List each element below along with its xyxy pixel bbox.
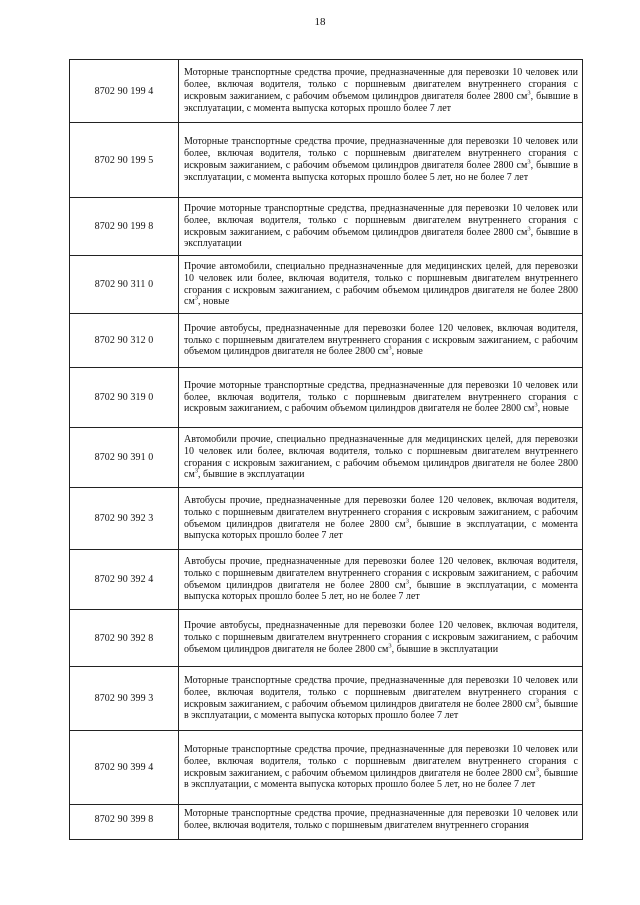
description-text: Прочие автомобили, специально предназначенные для медицинских целей, для перевозки 10 человек или более, включая водителя, только с поршневым двигателем внутреннего сгорания с искровым зажиганием, с рабочим объемом цилиндров двигателя не более 2800 см bbox=[184, 260, 578, 308]
description-text: Прочие автобусы, предназначенные для перевозки более 120 человек, включая водителя, только с поршневым двигателем внутреннего сгорания с искровым зажиганием, с рабочим объемом цилиндров двигателя не более 2800 см bbox=[184, 620, 578, 655]
description-text: , бывшие в эксплуатации, с момента выпуска которых прошло более 5 лет, но не более 7 лет bbox=[184, 767, 578, 791]
table-row bbox=[70, 488, 583, 550]
product-description bbox=[179, 60, 583, 123]
unit-superscript: 3 bbox=[527, 225, 531, 233]
table-row bbox=[70, 60, 583, 123]
description-text: , бывшие в эксплуатации, с момента выпуска которых прошло более 7 лет bbox=[184, 91, 578, 114]
unit-superscript: 3 bbox=[388, 642, 392, 650]
product-description bbox=[179, 256, 583, 314]
unit-superscript: 3 bbox=[527, 158, 531, 166]
product-description bbox=[179, 731, 583, 805]
unit-superscript: 3 bbox=[194, 467, 199, 475]
description-text: , бывшие в эксплуатации bbox=[198, 469, 305, 481]
tariff-code: 8702 90 311 0 bbox=[70, 256, 179, 314]
description-text: , новые bbox=[198, 296, 230, 308]
table-row bbox=[70, 198, 583, 256]
description-text: Автобусы прочие, предназначенные для перевозки более 120 человек, включая водителя, только с поршневым двигателем внутреннего сгорания с искровым зажиганием, с рабочим объемом цилиндров двигателя не более 2800 см bbox=[184, 555, 578, 591]
description-text: , бывшие в эксплуатации bbox=[391, 643, 499, 655]
tariff-code: 8702 90 199 4 bbox=[70, 60, 179, 123]
unit-superscript: 3 bbox=[534, 402, 538, 410]
product-description bbox=[179, 428, 583, 488]
unit-superscript: 3 bbox=[388, 345, 392, 353]
tariff-code: 8702 90 392 4 bbox=[70, 550, 179, 610]
description-text: Прочие автобусы, предназначенные для перевозки более 120 человек, включая водителя, только с поршневым двигателем внутреннего сгорания с искровым зажиганием, с рабочим объемом цилиндров двигателя не более 2800 см bbox=[184, 322, 578, 358]
description-text: Моторные транспортные средства прочие, предназначенные для перевозки 10 человек или более, включая водителя, только с поршневым двигателем внутреннего сгорания с искровым зажиганием, с рабочим объемом цилиндров двигателя более 2800 см bbox=[184, 136, 578, 171]
product-description bbox=[179, 610, 583, 667]
table-row bbox=[70, 428, 583, 488]
description-text: , новые bbox=[537, 403, 569, 415]
tariff-code: 8702 90 312 0 bbox=[70, 314, 179, 368]
table-row bbox=[70, 610, 583, 667]
tariff-code: 8702 90 199 8 bbox=[70, 198, 179, 256]
table-row bbox=[70, 256, 583, 314]
tariff-code: 8702 90 392 8 bbox=[70, 610, 179, 667]
table-row bbox=[70, 550, 583, 610]
table-row bbox=[70, 731, 583, 805]
table-row bbox=[70, 805, 583, 840]
description-text: Автобусы прочие, предназначенные для перевозки более 120 человек, включая водителя, только с поршневым двигателем внутреннего сгорания с искровым зажиганием, с рабочим объемом цилиндров двигателя не более 2800 см bbox=[184, 494, 578, 530]
product-description bbox=[179, 368, 583, 428]
description-text: Моторные транспортные средства прочие, предназначенные для перевозки 10 человек или более, включая водителя, только с поршневым двигателем внутреннего сгорания с искровым зажиганием, с рабочим объемом цилиндров двигателя более 2800 см bbox=[184, 67, 578, 102]
product-description bbox=[179, 667, 583, 731]
description-text: , бывшие в эксплуатации, с момента выпуска которых прошло более 7 лет bbox=[184, 698, 578, 722]
description-text: Прочие моторные транспортные средства, предназначенные для перевозки 10 человек или более, включая водителя, только с поршневым двигателем внутреннего сгорания с искровым зажиганием, с рабочим объемом цилиндров двигателя более 2800 см bbox=[184, 202, 578, 238]
unit-superscript: 3 bbox=[535, 697, 539, 705]
unit-superscript: 3 bbox=[405, 578, 409, 586]
unit-superscript: 3 bbox=[194, 294, 199, 302]
product-description bbox=[179, 805, 583, 840]
description-text: Автомобили прочие, специально предназначенные для медицинских целей, для перевозки 10 человек или более, включая водителя, только с поршневым двигателем внутреннего сгорания с искровым зажиганием, с рабочим объемом цилиндров двигателя не более 2800 см bbox=[184, 433, 578, 481]
tariff-code: 8702 90 399 4 bbox=[70, 731, 179, 805]
product-description bbox=[179, 314, 583, 368]
table-row bbox=[70, 123, 583, 198]
description-text: , бывшие в эксплуатации bbox=[184, 226, 578, 250]
unit-superscript: 3 bbox=[527, 89, 531, 97]
tariff-code: 8702 90 319 0 bbox=[70, 368, 179, 428]
unit-superscript: 3 bbox=[535, 766, 539, 774]
product-description bbox=[179, 550, 583, 610]
product-description bbox=[179, 488, 583, 550]
table-body bbox=[70, 60, 583, 840]
tariff-code-table bbox=[69, 59, 583, 840]
table-row bbox=[70, 667, 583, 731]
unit-superscript: 3 bbox=[405, 517, 409, 525]
page-number: 18 bbox=[314, 16, 326, 28]
table-row bbox=[70, 314, 583, 368]
tariff-code: 8702 90 391 0 bbox=[70, 428, 179, 488]
product-description bbox=[179, 123, 583, 198]
table-row bbox=[70, 368, 583, 428]
tariff-code: 8702 90 199 5 bbox=[70, 123, 179, 198]
tariff-code: 8702 90 399 3 bbox=[70, 667, 179, 731]
description-text: , бывшие в эксплуатации, с момента выпуска которых прошло более 7 лет bbox=[184, 518, 578, 542]
description-text: Прочие моторные транспортные средства, предназначенные для перевозки 10 человек или более, включая водителя, только с поршневым двигателем внутреннего сгорания с искровым зажиганием, с рабочим объемом цилиндров двигателя не более 2800 см bbox=[184, 379, 578, 415]
tariff-code: 8702 90 392 3 bbox=[70, 488, 179, 550]
description-text: Моторные транспортные средства прочие, предназначенные для перевозки 10 человек или более, включая водителя, только с поршневым двигателем внутреннего сгорания с искровым зажиганием, с рабочим объемом цилиндров двигателя не более 2800 см bbox=[184, 743, 578, 779]
description-text: , бывшие в эксплуатации, с момента выпуска которых прошло более 5 лет, но не более 7 лет bbox=[184, 160, 578, 183]
description-text: Моторные транспортные средства прочие, предназначенные для перевозки 10 человек или более, включая водителя, только с поршневым двигателем внутреннего сгорания с искровым зажиганием, с рабочим объемом цилиндров двигателя не более 2800 см bbox=[184, 674, 578, 710]
description-text: , бывшие в эксплуатации, с момента выпуска которых прошло более 5 лет, но не более 7 лет bbox=[184, 579, 578, 603]
description-text: , новые bbox=[391, 346, 423, 358]
tariff-code: 8702 90 399 8 bbox=[70, 805, 179, 840]
product-description bbox=[179, 198, 583, 256]
description-text: Моторные транспортные средства прочие, предназначенные для перевозки 10 человек или более, включая водителя, только с поршневым двигателем внутреннего сгорания bbox=[184, 808, 578, 831]
